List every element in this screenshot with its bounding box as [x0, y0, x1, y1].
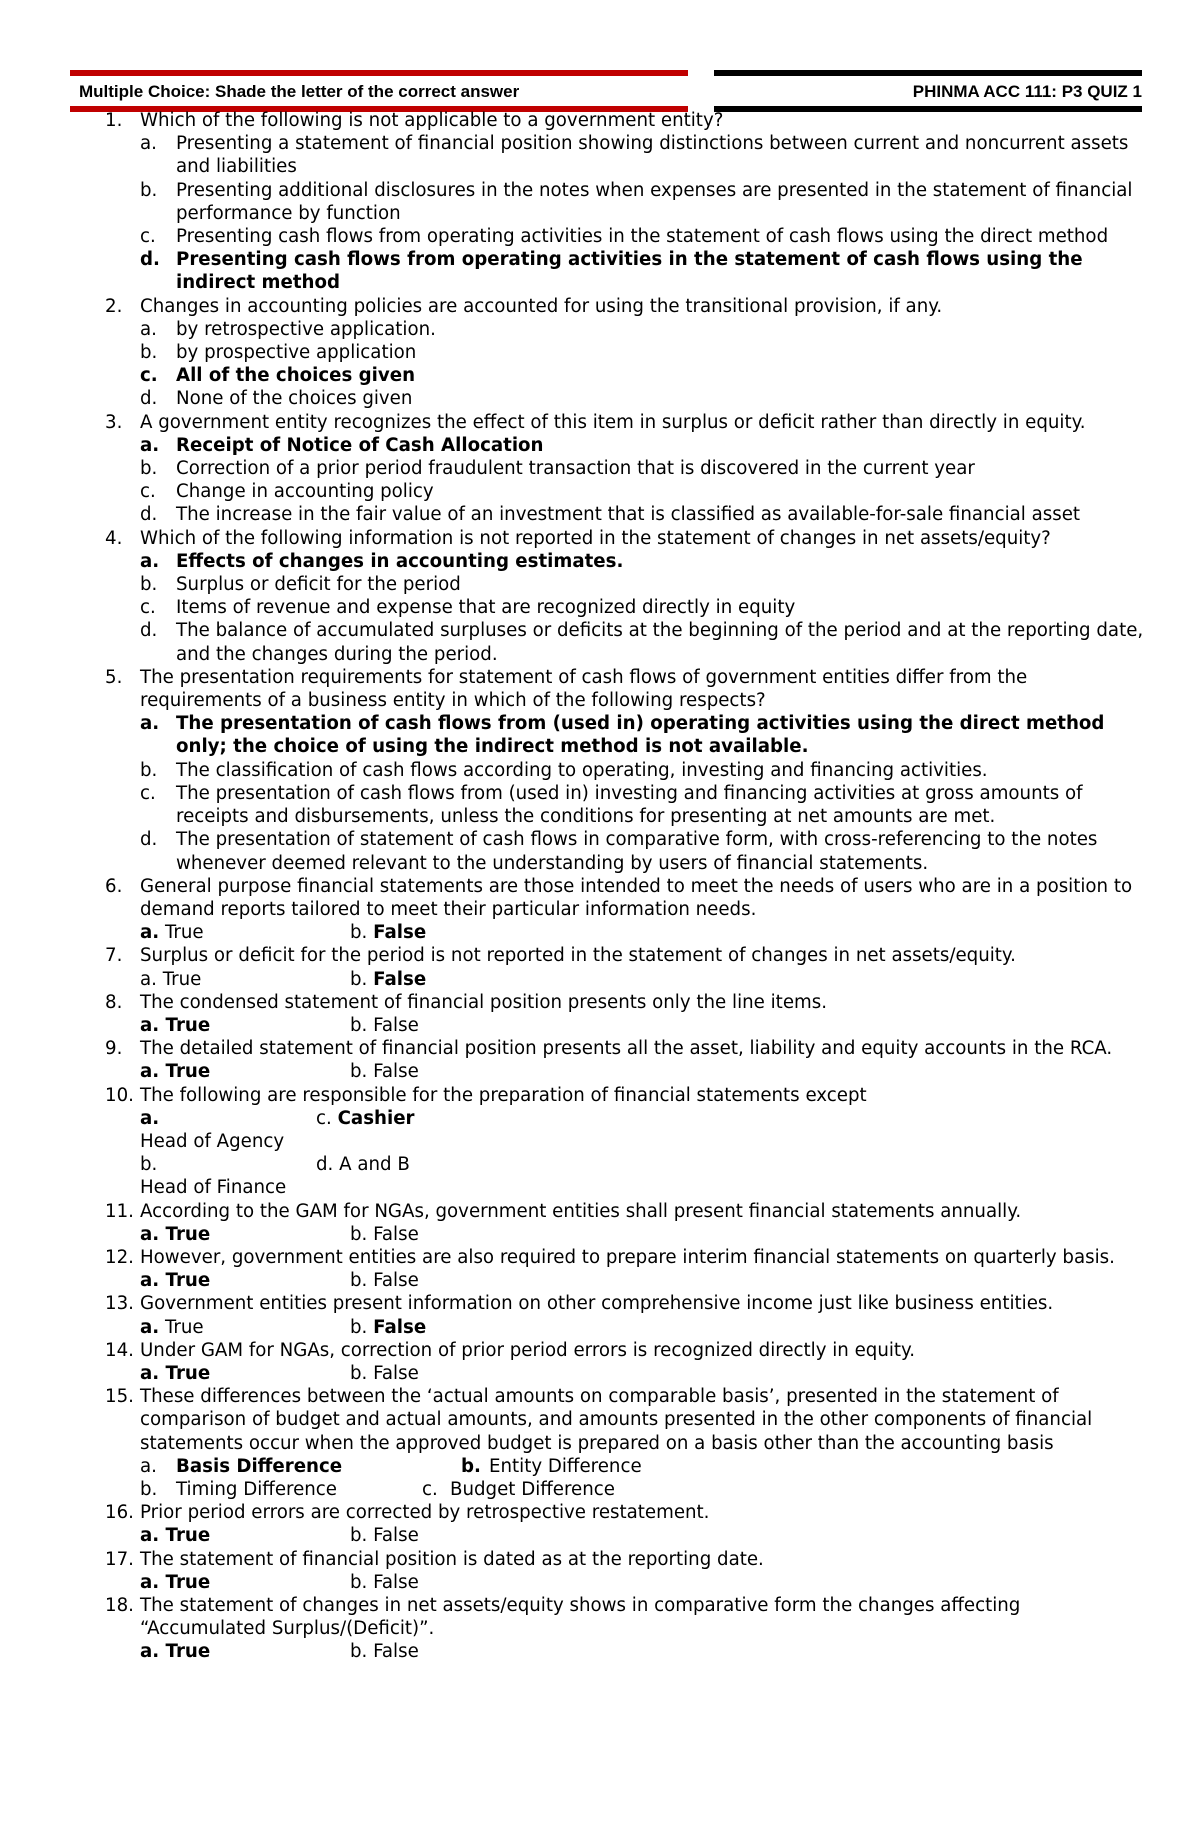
question-1: 1. Which of the following is not applicable to a government entity? — [105, 110, 724, 131]
question-8-option-b[interactable]: b. False — [350, 1014, 419, 1036]
question-7-option-b[interactable]: b. False — [350, 968, 427, 990]
question-8-choices — [105, 1014, 1145, 1037]
question-1-option-a[interactable]: a. Presenting a statement of financial position showing distinctions between current and noncurrent assets and liabilities — [140, 133, 1129, 178]
question-3-option-a[interactable]: a. Receipt of Notice of Cash Allocation — [140, 434, 544, 456]
question-16-choices — [105, 1524, 1145, 1547]
question-14: 14. Under GAM for NGAs, correction of prior period errors is recognized directly in equity. — [105, 1339, 915, 1361]
question-18-option-a[interactable]: a. True — [140, 1641, 211, 1663]
question-6-option-a[interactable]: a. True — [140, 922, 204, 944]
question-2: 2. Changes in accounting policies are accounted for using the transitional provision, if any. — [105, 295, 943, 317]
question-5-option-c[interactable]: c. The presentation of cash flows from (used in) investing and financing activities at gross amounts of receipts and disbursements, unless the conditions for presenting at net amounts are met. — [140, 782, 1083, 828]
question-6-option-b[interactable]: b. False — [350, 922, 427, 944]
question-9-choices — [105, 1060, 1145, 1083]
question-16-option-b[interactable]: b. False — [350, 1525, 419, 1547]
question-14-choices — [105, 1362, 1145, 1385]
question-17: 17. The statement of financial position is dated as at the reporting date. — [105, 1548, 764, 1570]
question-9-option-b[interactable]: b. False — [350, 1061, 419, 1083]
question-8-option-a[interactable]: a. True — [140, 1014, 211, 1036]
question-4-option-a[interactable]: a. Effects of changes in accounting estimates. — [140, 550, 624, 572]
question-6: 6. General purpose financial statements are those intended to meet the needs of users who are in a position to demand reports tailored to meet their particular information needs. — [105, 875, 1133, 920]
question-10: 10. The following are responsible for the preparation of financial statements except — [105, 1084, 867, 1106]
question-15-option-c-timing[interactable]: b. Timing Difference — [140, 1478, 337, 1500]
question-13: 13. Government entities present information on other comprehensive income just like business entities. — [105, 1293, 1054, 1315]
question-4-option-b[interactable]: b. Surplus or deficit for the period — [140, 574, 461, 596]
instructions-title: Multiple Choice: Shade the letter of the correct answer — [79, 82, 520, 101]
question-10-choices-row-1 — [105, 1107, 1145, 1153]
question-18-option-b[interactable]: b. False — [350, 1641, 419, 1663]
question-10-option-c[interactable]: c. Cashier — [316, 1107, 415, 1129]
question-3-option-b[interactable]: b. Correction of a prior period fraudulent transaction that is discovered in the current year — [140, 458, 975, 480]
question-4: 4. Which of the following information is not reported in the statement of changes in net assets/equity? — [105, 527, 1051, 549]
question-11: 11. According to the GAM for NGAs, government entities shall present financial statements annually. — [105, 1200, 1022, 1222]
question-12-choices — [105, 1269, 1145, 1292]
question-2-option-b[interactable]: b. by prospective application — [140, 342, 417, 364]
question-13-option-a[interactable]: a. True — [140, 1316, 204, 1338]
question-12-option-b[interactable]: b. False — [350, 1270, 419, 1292]
question-13-option-b[interactable]: b. False — [350, 1316, 427, 1338]
question-18-choices — [105, 1640, 1145, 1663]
question-6-choices — [105, 921, 1145, 944]
question-7-choices — [105, 968, 1145, 991]
question-9: 9. The detailed statement of financial position presents all the asset, liability and equity accounts in the RCA. — [105, 1038, 1113, 1060]
question-1-option-d[interactable]: d. Presenting cash flows from operating activities in the statement of cash flows using the indirect method — [140, 249, 1083, 294]
question-7: 7. Surplus or deficit for the period is not reported in the statement of changes in net assets/equity. — [105, 945, 1016, 967]
question-9-option-a[interactable]: a. True — [140, 1061, 211, 1083]
question-14-option-b[interactable]: b. False — [350, 1362, 419, 1384]
question-15: 15. These differences between the ‘actual amounts on comparable basis’, presented in the statement of comparison of budget and actual amounts, and amounts presented in the other components of financial statements occur when the approved budget is prepared on a basis other than the accounting basis — [105, 1386, 1093, 1454]
question-13-choices — [105, 1316, 1145, 1339]
question-17-option-a[interactable]: a. True — [140, 1571, 211, 1593]
question-18: 18. The statement of changes in net assets/equity shows in comparative form the changes affecting “Accumulated Surplus/(Deficit)”. — [105, 1595, 1021, 1640]
question-5-option-b[interactable]: b. The classification of cash flows according to operating, investing and financing activities. — [140, 759, 988, 781]
question-16: 16. Prior period errors are corrected by retrospective restatement. — [105, 1502, 710, 1524]
question-17-option-b[interactable]: b. False — [350, 1571, 419, 1593]
question-2-option-d[interactable]: d. None of the choices given — [140, 388, 413, 410]
question-12: 12. However, government entities are also required to prepare interim financial statements on quarterly basis. — [105, 1246, 1115, 1268]
question-5-option-a[interactable]: a. The presentation of cash flows from (used in) operating activities using the direct method only; the choice of using the indirect method is not available. — [140, 713, 1105, 758]
question-list — [105, 109, 1145, 1664]
question-10-option-b[interactable]: b.Head of Finance — [140, 1154, 287, 1199]
question-3-option-c[interactable]: c. Change in accounting policy — [140, 481, 434, 503]
question-5-option-d[interactable]: d. The presentation of statement of cash flows in comparative form, with cross-referencing to the notes whenever deemed relevant to the understanding by users of financial statements. — [140, 829, 1098, 874]
question-16-option-a[interactable]: a. True — [140, 1525, 211, 1547]
question-11-option-a[interactable]: a. True — [140, 1223, 211, 1245]
header-rule-black-top — [714, 70, 1142, 76]
question-15-option-b[interactable]: b. Entity Difference — [461, 1455, 642, 1477]
question-4-option-d[interactable]: d. The balance of accumulated surpluses or deficits at the beginning of the period and at the reporting date, and the changes during the period. — [140, 620, 1144, 665]
question-7-option-a[interactable]: a. True — [140, 968, 202, 990]
question-1-option-b[interactable]: b. Presenting additional disclosures in the notes when expenses are presented in the statement of financial performance by function — [140, 179, 1133, 224]
question-15-option-d[interactable]: c. Budget Difference — [422, 1478, 615, 1500]
question-15-option-a[interactable]: a. Basis Difference — [140, 1455, 343, 1477]
question-3-option-d[interactable]: d. The increase in the fair value of an investment that is classified as available-for-sale financial asset — [140, 504, 1081, 526]
question-2-option-c[interactable]: c. All of the choices given — [140, 365, 416, 387]
question-10-choices-row-2 — [105, 1153, 1145, 1199]
question-10-option-a[interactable]: a.Head of Agency — [140, 1107, 285, 1152]
question-11-choices — [105, 1223, 1145, 1246]
question-10-option-d[interactable]: d. A and B — [316, 1154, 410, 1176]
question-2-option-a[interactable]: a. by retrospective application. — [140, 318, 436, 340]
header-rule-red-top — [70, 70, 688, 76]
quiz-code: PHINMA ACC 111: P3 QUIZ 1 — [912, 82, 1142, 101]
question-15-choices-row-1 — [105, 1455, 1145, 1478]
question-4-option-c[interactable]: c. Items of revenue and expense that are recognized directly in equity — [140, 597, 796, 619]
question-8: 8. The condensed statement of financial position presents only the line items. — [105, 991, 827, 1013]
header — [70, 70, 1142, 112]
question-14-option-a[interactable]: a. True — [140, 1362, 211, 1384]
question-1-option-c[interactable]: c. Presenting cash flows from operating activities in the statement of cash flows using the direct method — [140, 226, 1109, 248]
question-15-choices-row-2 — [105, 1478, 1145, 1501]
question-5: 5. The presentation requirements for statement of cash flows of government entities differ from the requirements of a business entity in which of the following respects? — [105, 666, 1028, 712]
question-3: 3. A government entity recognizes the effect of this item in surplus or deficit rather than directly in equity. — [105, 411, 1086, 433]
question-12-option-a[interactable]: a. True — [140, 1270, 211, 1292]
question-11-option-b[interactable]: b. False — [350, 1223, 419, 1245]
question-17-choices — [105, 1571, 1145, 1594]
